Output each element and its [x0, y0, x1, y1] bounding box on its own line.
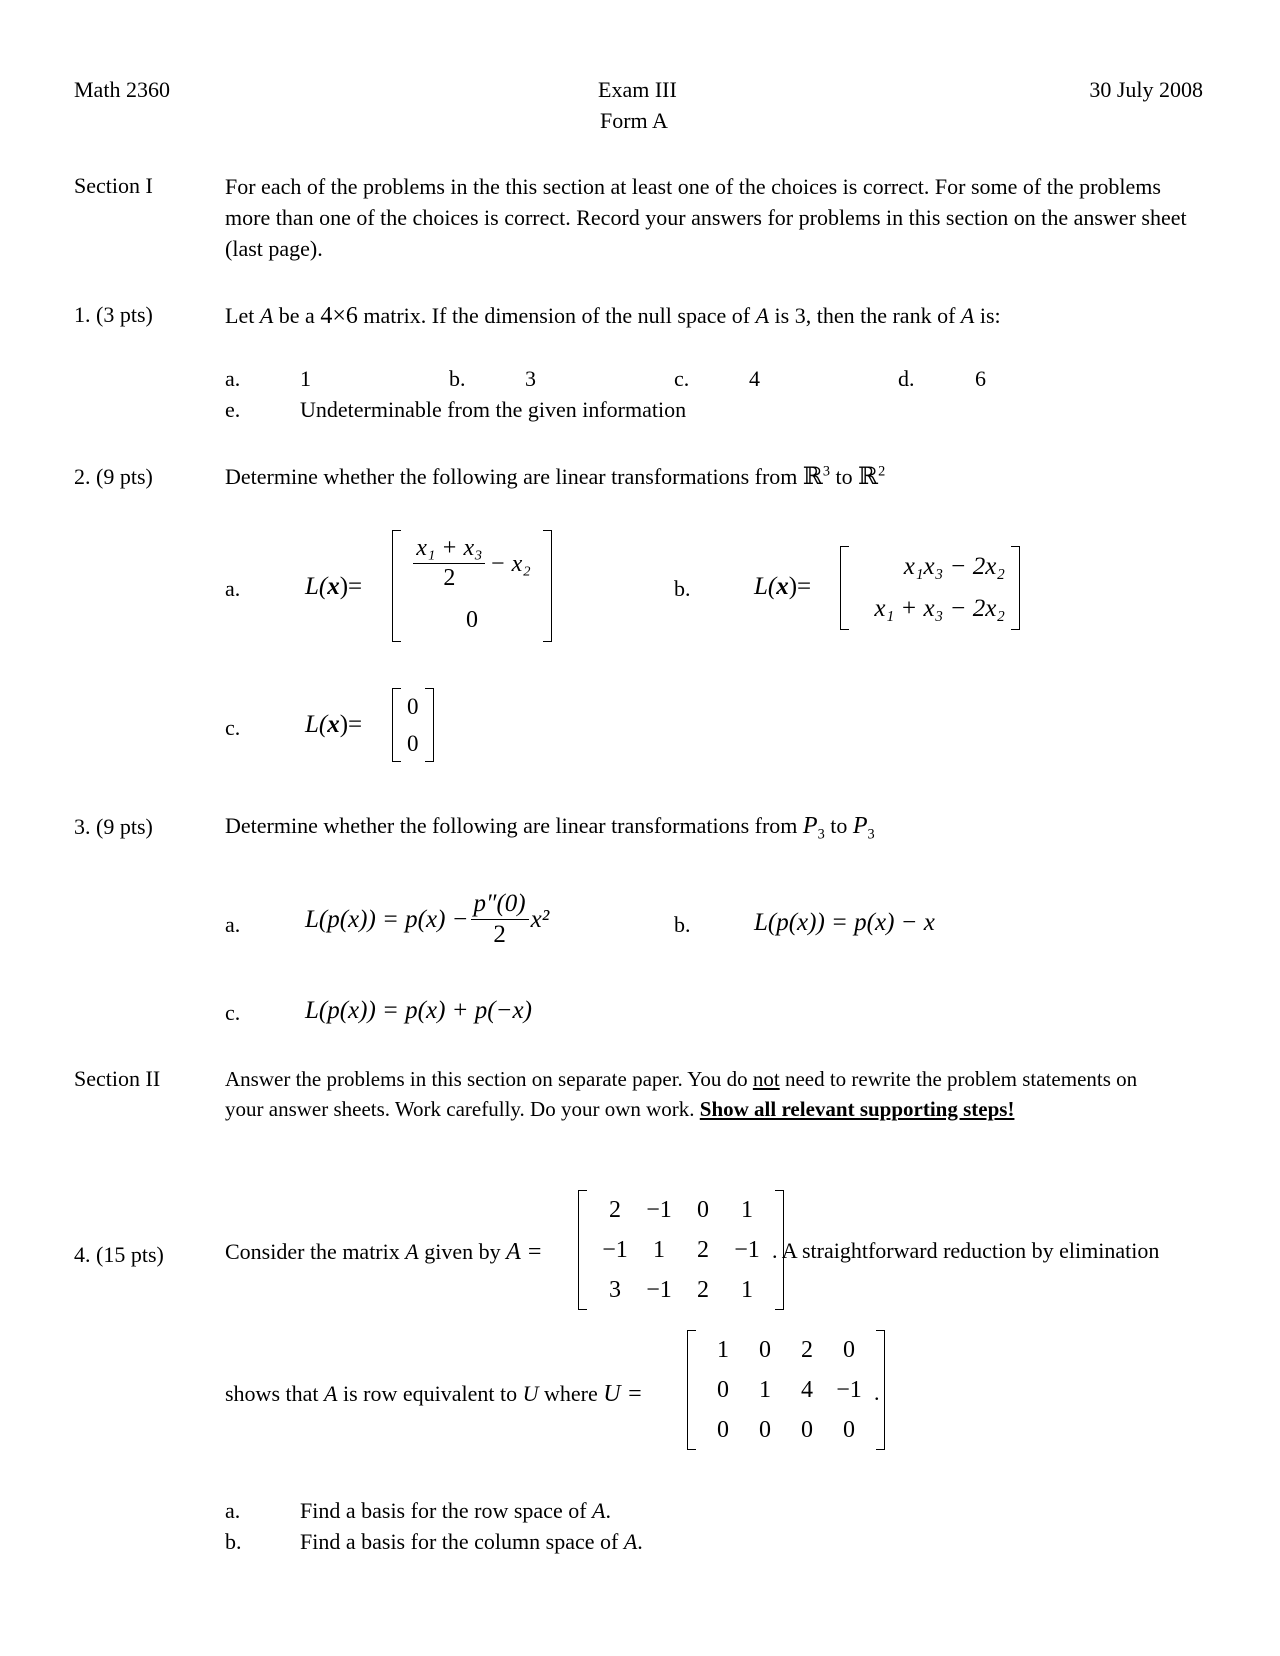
q4-part-b-text: Find a basis for the column space of A. — [300, 1529, 643, 1554]
q4-period: . — [874, 1380, 880, 1405]
section-1-label: Section I — [74, 173, 153, 198]
q1-choice-c: 4 — [749, 366, 760, 391]
q2-label: 2. (9 pts) — [74, 464, 153, 489]
q4-part-a-letter: a. — [225, 1498, 241, 1523]
q3-c-expr: L(p(x)) = p(x) + p(−x) — [305, 997, 532, 1024]
q3-a-expr: L(p(x)) = p(x) − $\frac{p''(0)}{2}$ x² — [305, 890, 550, 948]
matrix-a-cell: 1 — [741, 1276, 753, 1303]
q2-c-row2: 0 — [407, 730, 419, 756]
q2-a-minus-x2: − x₂ — [489, 550, 531, 577]
matrix-u-cell: 0 — [717, 1376, 729, 1403]
q1-choice-e-letter: e. — [225, 397, 241, 422]
matrix-a-cell: 1 — [741, 1196, 753, 1223]
q1-choice-a-letter: a. — [225, 366, 241, 391]
matrix-u-cell: 0 — [759, 1416, 771, 1443]
q3-b-expr: L(p(x)) = p(x) − x — [754, 909, 935, 936]
q1-choice-c-letter: c. — [674, 366, 690, 391]
q2-b-row1: x₁x₃ − 2x₂ — [903, 553, 1005, 580]
q3-b-letter: b. — [674, 912, 691, 937]
q2-c-letter: c. — [225, 715, 241, 740]
q1-choice-d-letter: d. — [898, 366, 915, 391]
q2-b-matrix — [840, 546, 1020, 630]
q2-a-row2: 0 — [466, 606, 478, 633]
q2-c-matrix — [392, 688, 434, 762]
matrix-a-cell: 2 — [697, 1276, 709, 1303]
matrix-a-cell: 2 — [609, 1196, 621, 1223]
q2-a-matrix — [392, 530, 552, 642]
q4-label: 4. (15 pts) — [74, 1242, 164, 1267]
exam-title: Exam III — [598, 77, 677, 102]
q4-text-1: Consider the matrix A given by A = — [225, 1239, 543, 1265]
matrix-u-cell: 0 — [717, 1416, 729, 1443]
q1-choice-a: 1 — [300, 366, 311, 391]
matrix-a-cell: −1 — [646, 1196, 672, 1223]
q4-part-b-letter: b. — [225, 1529, 242, 1554]
matrix-u-cell: −1 — [836, 1376, 862, 1403]
matrix-u-cell: 4 — [801, 1376, 813, 1403]
matrix-u-cell: 0 — [843, 1336, 855, 1363]
matrix-a-cell: −1 — [734, 1236, 760, 1263]
matrix-a-cell: −1 — [646, 1276, 672, 1303]
matrix-u-cell: 1 — [759, 1376, 771, 1403]
matrix-u-cell: 0 — [843, 1416, 855, 1443]
q4-matrix-a — [578, 1190, 784, 1310]
q2-a-frac-num: x₁ + x₃ — [413, 535, 485, 564]
matrix-u-cell: 0 — [759, 1336, 771, 1363]
matrix-u-cell: 2 — [801, 1336, 813, 1363]
q1-choice-e: Undeterminable from the given information — [300, 397, 687, 422]
matrix-u-cell: 1 — [717, 1336, 729, 1363]
matrix-a-cell: −1 — [602, 1236, 628, 1263]
q1-choice-d: 6 — [975, 366, 986, 391]
course-name: Math 2360 — [74, 77, 170, 102]
matrix-a-cell: 2 — [697, 1236, 709, 1263]
q4-text-3: shows that A is row equivalent to U where U = — [225, 1381, 643, 1407]
matrix-a-cell: 3 — [609, 1276, 621, 1303]
exam-date: 30 July 2008 — [1089, 77, 1203, 102]
q3-c-letter: c. — [225, 1000, 241, 1025]
q2-b-lhs: L(x)= — [754, 573, 812, 600]
q2-a-letter: a. — [225, 576, 241, 601]
matrix-a-cell: 0 — [697, 1196, 709, 1223]
q1-text: Let A be a 4×6 matrix. If the dimension of the null space of A is 3, then the rank of A is: — [225, 303, 1001, 329]
q3-text: Determine whether the following are linear transformations from $P_3$ to $P_3$ — [225, 813, 875, 843]
q2-a-frac-den: 2 — [443, 565, 456, 592]
q2-c-lhs: L(x)= — [305, 711, 363, 738]
q2-a-lhs: L(x)= — [305, 573, 363, 600]
matrix-a-cell: 1 — [653, 1236, 665, 1263]
q1-choice-b-letter: b. — [449, 366, 466, 391]
q1-choice-b: 3 — [525, 366, 536, 391]
q4-text-2: . A straightforward reduction by elimination — [772, 1238, 1160, 1263]
q4-part-a-text: Find a basis for the row space of A. — [300, 1498, 611, 1523]
q2-text: Determine whether the following are linear transformations from ℝ$^3$ to ℝ$^2$ — [225, 462, 886, 490]
q2-b-row2: x₁ + x₃ − 2x₂ — [874, 595, 1005, 622]
section-2-instructions: Answer the problems in this section on separate paper. You do not need to rewrite the problem statements on your answer sheets. Work carefully. Do your own work. Show all relevant supporting steps! — [225, 1067, 1138, 1121]
q1-label: 1. (3 pts) — [74, 302, 153, 327]
exam-form: Form A — [600, 108, 668, 133]
q2-c-row1: 0 — [407, 693, 419, 719]
q3-a-letter: a. — [225, 912, 241, 937]
q3-label: 3. (9 pts) — [74, 814, 153, 839]
q2-b-letter: b. — [674, 576, 691, 601]
matrix-u-cell: 0 — [801, 1416, 813, 1443]
section-1-instructions: For each of the problems in the this section at least one of the choices is correct. For some of the problems more than one of the choices is correct. Record your answers for problems in this section on the answer sheet (last page). — [225, 174, 1187, 261]
section-2-label: Section II — [74, 1066, 161, 1091]
q4-matrix-u — [687, 1330, 885, 1450]
